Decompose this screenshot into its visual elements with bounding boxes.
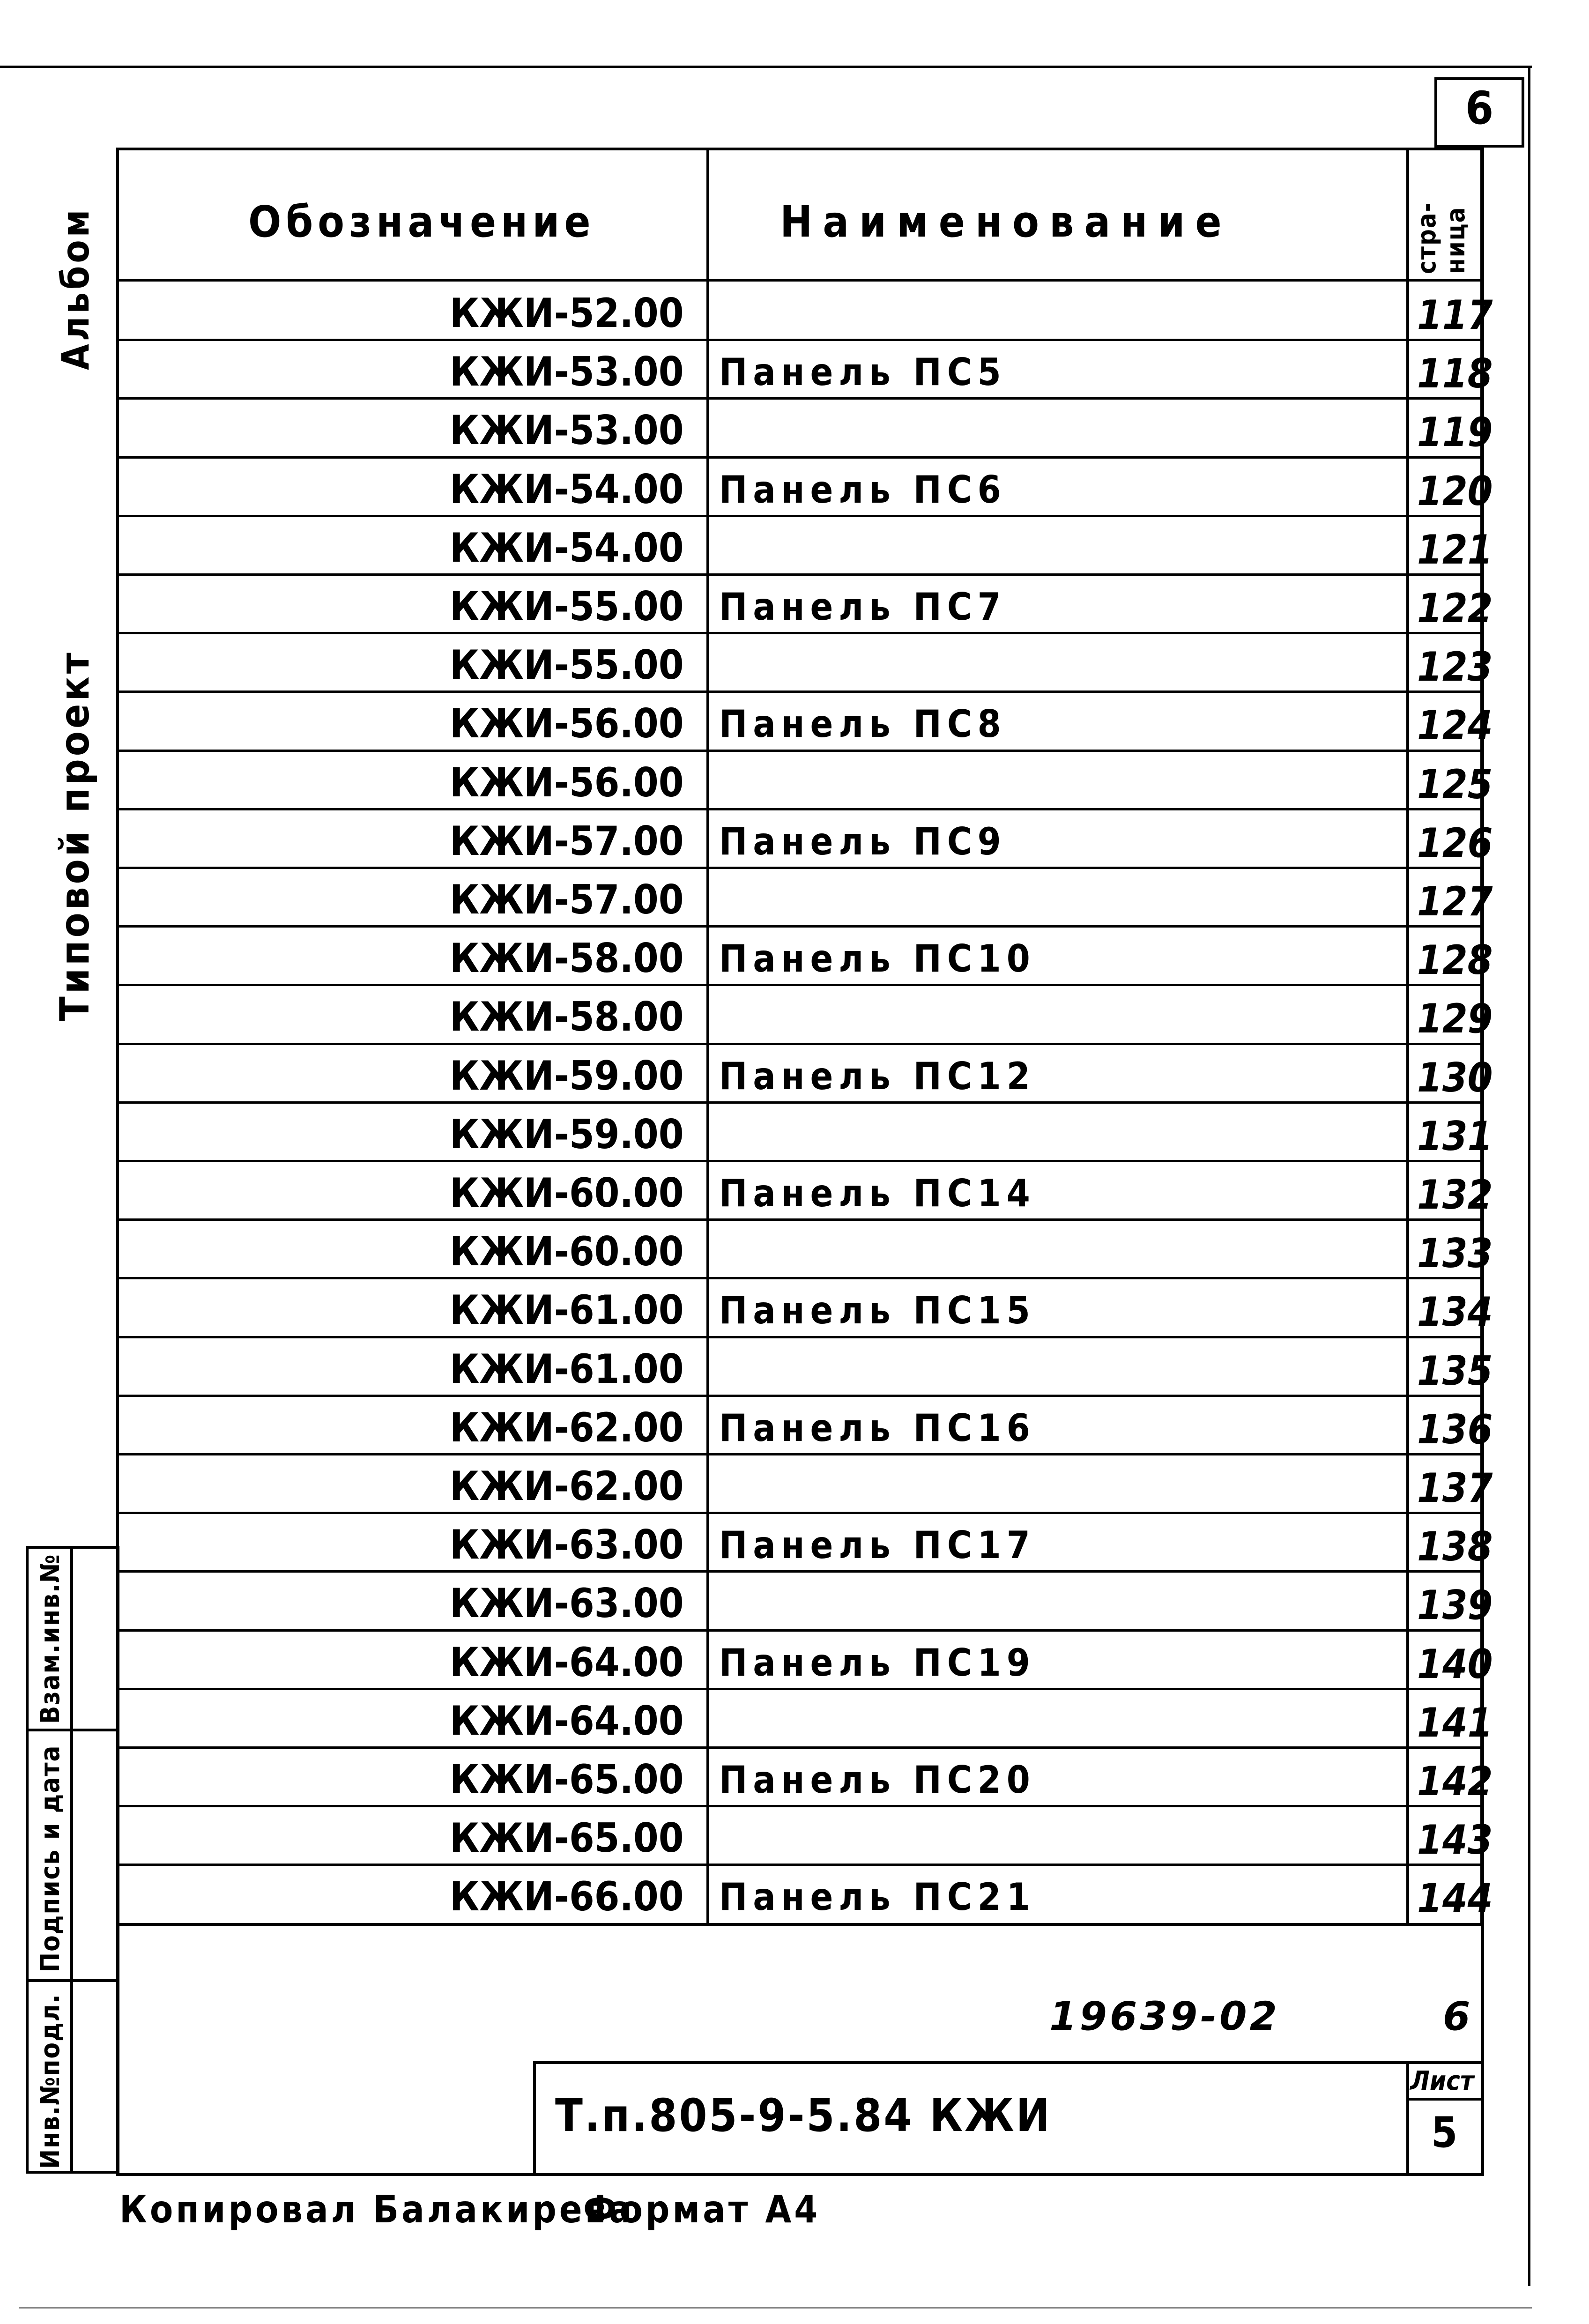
row-code: КЖИ-57.00 [450, 817, 684, 865]
row-code: КЖИ-65.00 [450, 1815, 684, 1862]
row-divider [116, 1805, 1484, 1807]
footer-copied-by: Копировал Балакирева [119, 2188, 635, 2231]
row-code: КЖИ-66.00 [450, 1873, 684, 1921]
row-code: КЖИ-59.00 [450, 1111, 684, 1158]
row-code: КЖИ-54.00 [450, 466, 684, 513]
row-divider [116, 867, 1484, 869]
table-bottom-line [116, 1923, 1484, 1926]
row-page: 126 [1417, 819, 1493, 867]
row-divider [116, 1688, 1484, 1690]
row-code: КЖИ-60.00 [450, 1170, 684, 1217]
row-code: КЖИ-60.00 [450, 1228, 684, 1276]
row-code: КЖИ-58.00 [450, 994, 684, 1041]
row-code: КЖИ-56.00 [450, 700, 684, 748]
bottom-edge-line [19, 2307, 1532, 2309]
sheet-label-divider [1406, 2098, 1484, 2101]
row-page: 123 [1417, 644, 1493, 691]
row-page: 135 [1417, 1347, 1493, 1395]
row-page: 118 [1417, 350, 1493, 398]
row-page: 119 [1417, 409, 1493, 456]
row-page: 124 [1417, 702, 1493, 750]
row-code: КЖИ-57.00 [450, 876, 684, 923]
row-code: КЖИ-62.00 [450, 1404, 684, 1451]
row-page: 125 [1417, 761, 1493, 808]
row-divider [116, 984, 1484, 986]
row-divider [116, 1160, 1484, 1162]
row-name: Панель ПС9 [719, 819, 1007, 863]
row-name: Панель ПС14 [719, 1172, 1036, 1215]
row-divider [116, 456, 1484, 459]
row-code: КЖИ-53.00 [450, 407, 684, 454]
row-name: Панель ПС8 [719, 702, 1007, 746]
row-divider [116, 1570, 1484, 1573]
row-name: Панель ПС21 [719, 1875, 1036, 1919]
row-code: КЖИ-55.00 [450, 583, 684, 630]
row-name: Панель ПС12 [719, 1054, 1036, 1098]
row-name: Панель ПС10 [719, 937, 1036, 981]
row-divider [116, 339, 1484, 341]
row-page: 133 [1417, 1230, 1493, 1277]
row-code: КЖИ-58.00 [450, 935, 684, 982]
footer-format: Формат А4 [583, 2188, 821, 2231]
row-page: 141 [1417, 1699, 1493, 1746]
row-divider [116, 1277, 1484, 1279]
side-label-album: Альбом [54, 207, 97, 370]
row-page: 131 [1417, 1113, 1493, 1160]
row-page: 130 [1417, 1054, 1493, 1101]
row-divider [116, 632, 1484, 634]
row-code: КЖИ-54.00 [450, 524, 684, 572]
col-divider-2 [1406, 148, 1409, 1923]
row-code: КЖИ-62.00 [450, 1463, 684, 1510]
stamp-inv-podl: Инв.№подл. [35, 1993, 66, 2169]
row-divider [116, 925, 1484, 928]
row-page: 144 [1417, 1875, 1493, 1923]
archive-number: 19639-02 [1049, 1993, 1280, 2039]
title-block-designation: Т.п.805-9-5.84 КЖИ [555, 2089, 1052, 2142]
stamp-row-divider-2 [26, 1979, 119, 1982]
row-page: 143 [1417, 1817, 1493, 1864]
row-page: 121 [1417, 526, 1493, 573]
row-name: Панель ПС19 [719, 1641, 1036, 1685]
row-code: КЖИ-63.00 [450, 1580, 684, 1627]
row-divider [116, 573, 1484, 576]
row-divider [116, 515, 1484, 517]
col-divider-1 [706, 148, 709, 1923]
row-page: 120 [1417, 468, 1493, 515]
row-divider [116, 397, 1484, 400]
row-page: 129 [1417, 995, 1493, 1043]
row-divider [116, 808, 1484, 810]
stamp-divider [70, 1546, 73, 2174]
row-code: КЖИ-52.00 [450, 290, 684, 337]
row-code: КЖИ-53.00 [450, 349, 684, 396]
page-number: 6 [1465, 82, 1494, 134]
stamp-vzam-inv: Взам.инв.№ [35, 1553, 66, 1724]
header-bottom-line [116, 279, 1484, 282]
row-divider [116, 1864, 1484, 1866]
row-page: 136 [1417, 1406, 1493, 1453]
row-page: 139 [1417, 1582, 1493, 1629]
row-page: 138 [1417, 1523, 1493, 1571]
row-name: Панель ПС20 [719, 1758, 1036, 1802]
stamp-signature-date: Подпись и дата [35, 1745, 66, 1972]
row-divider [116, 1336, 1484, 1338]
row-code: КЖИ-61.00 [450, 1345, 684, 1393]
row-code: КЖИ-63.00 [450, 1522, 684, 1569]
row-name: Панель ПС15 [719, 1289, 1036, 1333]
row-name: Панель ПС16 [719, 1406, 1036, 1450]
sheet-top-number: 6 [1443, 1993, 1471, 2039]
row-divider [116, 1101, 1484, 1104]
row-name: Панель ПС5 [719, 350, 1007, 394]
row-name: Панель ПС6 [719, 468, 1007, 512]
row-code: КЖИ-55.00 [450, 642, 684, 689]
top-edge-line [0, 66, 1532, 68]
header-page: стра-ница [1412, 201, 1470, 274]
row-page: 132 [1417, 1172, 1493, 1218]
row-page: 140 [1417, 1641, 1493, 1688]
row-divider [116, 1043, 1484, 1045]
row-page: 128 [1417, 937, 1493, 984]
row-code: КЖИ-64.00 [450, 1639, 684, 1686]
row-divider [116, 1218, 1484, 1221]
row-page: 127 [1417, 878, 1493, 925]
row-divider [116, 1453, 1484, 1455]
right-edge-line [1528, 66, 1530, 2286]
row-code: КЖИ-56.00 [450, 759, 684, 806]
sheet-label: Лист [1410, 2066, 1474, 2096]
sheet-value: 5 [1431, 2108, 1458, 2157]
row-divider [116, 1512, 1484, 1514]
row-page: 142 [1417, 1758, 1493, 1805]
row-divider [116, 1629, 1484, 1632]
row-divider [116, 1395, 1484, 1397]
side-label-project: Типовой проект [52, 650, 98, 1021]
row-code: КЖИ-65.00 [450, 1756, 684, 1803]
row-page: 117 [1417, 292, 1493, 339]
row-page: 122 [1417, 585, 1493, 632]
row-name: Панель ПС7 [719, 585, 1007, 629]
row-divider [116, 691, 1484, 693]
row-divider [116, 750, 1484, 752]
row-divider [116, 1746, 1484, 1749]
row-name: Панель ПС17 [719, 1523, 1036, 1567]
stamp-row-divider-1 [26, 1729, 119, 1731]
header-designation: Обозначение [248, 197, 595, 247]
row-code: КЖИ-64.00 [450, 1697, 684, 1745]
header-name: Наименование [780, 197, 1232, 247]
row-page: 137 [1417, 1465, 1493, 1512]
row-code: КЖИ-61.00 [450, 1287, 684, 1334]
row-page: 134 [1417, 1289, 1493, 1336]
title-block-divider [1406, 2061, 1409, 2176]
row-code: КЖИ-59.00 [450, 1052, 684, 1099]
